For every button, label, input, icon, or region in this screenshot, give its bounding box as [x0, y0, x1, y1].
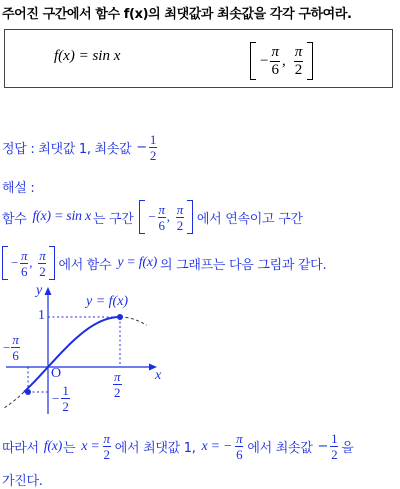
line2-c: 의 그래프는 다음 그림과 같다.: [160, 257, 327, 273]
line1-interval-left-bracket: [139, 200, 145, 234]
conclusion-min-den: 2: [331, 447, 338, 462]
conclusion-c: 에서 최댓값 1,: [114, 441, 196, 456]
interval-right-num: π: [294, 43, 303, 60]
interval-comma: ,: [281, 52, 286, 69]
line1-left-fraction: [158, 203, 166, 232]
explanation-line-1: [2, 200, 303, 234]
x-tick-neg-fraction: [11, 333, 20, 362]
x-tick-pos: [113, 370, 122, 399]
line2-comma: ,: [29, 255, 33, 270]
answer-min-minus: −: [136, 140, 147, 155]
max-point: [117, 314, 123, 320]
line2-right-fraction: [38, 249, 46, 278]
conclusion-b: 는: [63, 441, 76, 456]
conclusion-min-fraction: [330, 432, 338, 461]
line1-b: 는 구간: [92, 211, 134, 227]
line1-left-den: 6: [158, 217, 165, 233]
interval-right-fraction: [294, 45, 304, 78]
line1-interval: [139, 200, 192, 234]
line2-right-den: 2: [39, 263, 46, 279]
x-tick-pos-num: π: [114, 369, 121, 384]
curve-label: y = f(x): [86, 294, 129, 309]
conclusion-a: 따라서: [2, 441, 39, 456]
line1-left-num: π: [158, 201, 165, 217]
conclusion-min-x-fraction: [235, 432, 243, 461]
min-point: [25, 389, 31, 395]
interval-right-den: 2: [294, 61, 303, 78]
y-tick-neg-minus: −: [52, 390, 60, 406]
line1-interval-right-bracket: [187, 200, 193, 234]
function-expression: f(x) = sin x: [54, 48, 121, 64]
conclusion-line-2: 가진다.: [2, 474, 43, 489]
answer-min-num: 1: [149, 132, 157, 147]
y-tick-neg-num: 1: [62, 383, 69, 398]
interval-left-num: π: [271, 43, 279, 60]
answer-min-fraction: [149, 133, 157, 162]
line2-interval-right-bracket: [49, 246, 55, 280]
line1-right-num: π: [176, 201, 183, 217]
interval-left-fraction: [270, 45, 280, 78]
line2-fx: y = f(x): [117, 255, 158, 270]
x-axis-label: x: [155, 368, 162, 383]
y-tick-neg-fraction: [61, 384, 70, 413]
y-axis-label: y: [36, 283, 43, 298]
answer-min-den: 2: [149, 148, 157, 163]
line1-comma: ,: [166, 209, 170, 224]
sine-curve: [24, 317, 120, 392]
x-tick-neg-num: π: [12, 332, 19, 347]
line2-left-fraction: [20, 249, 28, 278]
interval-left-minus: −: [260, 52, 269, 69]
line2-interval: [2, 246, 55, 280]
conclusion-max-x-num: π: [103, 431, 110, 446]
explanation-heading: 해설 :: [2, 181, 35, 196]
line2-right-num: π: [39, 247, 46, 263]
origin-label: O: [51, 366, 62, 381]
explanation-line-2: [2, 246, 326, 280]
conclusion-min-x-num: π: [236, 431, 243, 446]
interval-right-bracket: [307, 42, 313, 80]
conclusion-line-1: [2, 432, 354, 461]
line1-c: 에서 연속이고 구간: [196, 211, 303, 227]
line2-interval-left-bracket: [2, 246, 8, 280]
conclusion-max-x-fraction: [103, 432, 111, 461]
x-tick-pos-den: 2: [114, 385, 121, 400]
conclusion-min-minus: −: [317, 439, 329, 454]
line1-right-den: 2: [176, 217, 183, 233]
problem-interval: [250, 40, 313, 82]
interval-left-den: 6: [271, 61, 279, 78]
answer-prefix: 정답 : 최댓값 1, 최솟값: [2, 142, 132, 157]
line2-left-minus: −: [11, 255, 19, 270]
conclusion-min-x-den: 6: [236, 447, 243, 462]
conclusion-min-num: 1: [331, 431, 338, 446]
y-tick-1: 1: [38, 308, 45, 323]
curve-extension-right: [120, 317, 147, 325]
interval-left-bracket: [250, 42, 256, 80]
x-tick-neg: [3, 333, 20, 362]
y-tick-neg: [52, 384, 70, 413]
y-axis-arrow: [45, 287, 52, 295]
question-text: 주어진 구간에서 함수 f(x)의 최댓값과 최솟값을 각각 구하여라.: [2, 7, 352, 22]
conclusion-d: 에서 최솟값: [247, 441, 313, 456]
x-tick-neg-minus: −: [3, 339, 11, 355]
conclusion-x2: x = −: [201, 438, 233, 454]
conclusion-fx: f(x): [43, 438, 63, 454]
line1-fx: f(x) = sin x: [32, 209, 91, 224]
x-tick-neg-den: 6: [12, 348, 19, 363]
line2-left-den: 6: [21, 263, 28, 279]
line1-a: 함수: [2, 211, 27, 227]
conclusion-e: 을: [341, 441, 354, 456]
line2-b: 에서 함수: [58, 257, 112, 273]
line1-right-fraction: [176, 203, 184, 232]
line2-left-num: π: [21, 247, 28, 263]
conclusion-max-x-den: 2: [103, 447, 110, 462]
y-tick-neg-den: 2: [62, 399, 69, 414]
problem-function: [54, 48, 120, 65]
curve-extension-left: [4, 392, 24, 408]
line1-left-minus: −: [148, 209, 156, 224]
answer-line: [2, 133, 157, 162]
conclusion-x1: x =: [81, 438, 100, 454]
x-tick-pos-fraction: [113, 370, 122, 399]
